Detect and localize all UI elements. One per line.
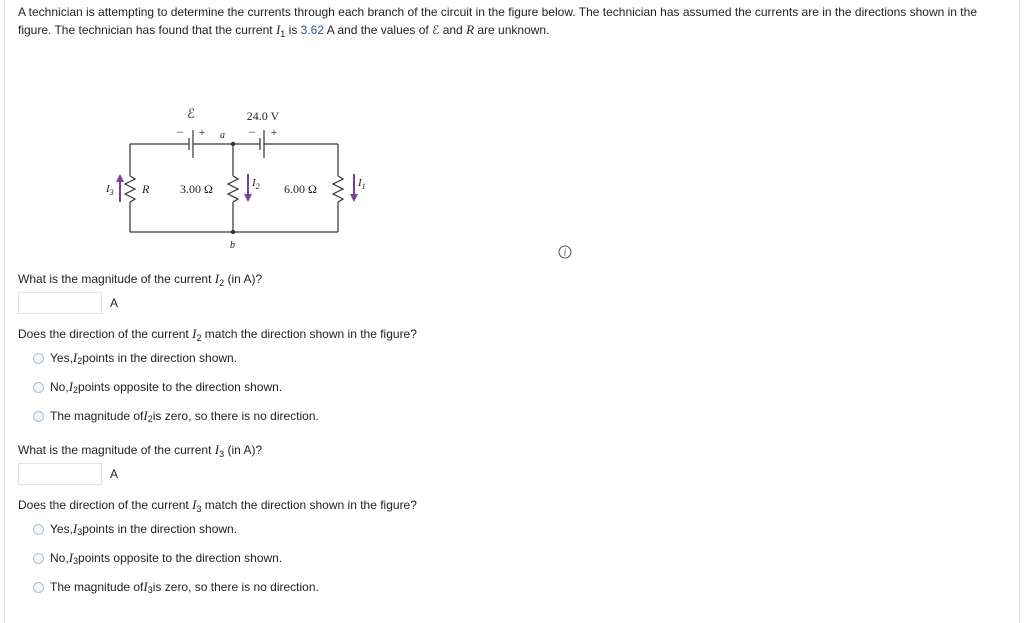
emf-minus: − [176, 125, 184, 139]
i2-label: $I_2$ [252, 177, 260, 191]
battery-plus: + [270, 125, 278, 139]
emf-plus: + [198, 125, 206, 139]
node-b-label: b [230, 240, 235, 251]
i3-no-radio[interactable] [33, 553, 44, 564]
i3-option-yes[interactable]: Yes, I 3 points in the direction shown. [33, 521, 237, 537]
i3-option-zero[interactable]: The magnitude of I 3 is zero, so there is no direction. [33, 579, 319, 595]
i2-zero-radio[interactable] [33, 411, 44, 422]
i2-option-no[interactable]: No, I 2 points opposite to the direction shown. [33, 379, 282, 395]
question-i2-magnitude: What is the magnitude of the current $I_2$ (in A)? [18, 271, 263, 288]
resistor-3-ohm [228, 176, 238, 202]
i2-magnitude-input[interactable] [18, 292, 102, 314]
resistor-6-ohm [333, 176, 343, 202]
resistor-r-label: R [142, 182, 150, 196]
i2-no-radio[interactable] [33, 382, 44, 393]
problem-statement [18, 4, 1008, 40]
intro-var-r: R [466, 22, 475, 37]
i2-yes-radio[interactable] [33, 353, 44, 364]
intro-text-3: A and the values of [324, 23, 433, 37]
question-i3-direction: Does the direction of the current $I_3$ match the direction shown in the figure? [18, 497, 417, 514]
resistor-6-label: 6.00 Ω [284, 182, 317, 196]
i3-unit-label: A [110, 467, 119, 481]
i2-unit-label: A [110, 296, 119, 310]
i3-zero-radio[interactable] [33, 582, 44, 593]
intro-text-4: and [439, 23, 467, 37]
i3-option-no[interactable]: No, I 3 points opposite to the direction shown. [33, 550, 282, 566]
i1-value: 3.62 [300, 23, 325, 37]
svg-text:i: i [563, 247, 567, 259]
question-i3-magnitude: What is the magnitude of the current $I_3$ (in A)? [18, 442, 263, 459]
battery-minus: − [248, 125, 256, 139]
i3-label: $I_3$ [106, 183, 114, 197]
i3-yes-radio[interactable] [33, 524, 44, 535]
node-a-dot [231, 142, 235, 146]
resistor-3-label: 3.00 Ω [180, 182, 213, 196]
circuit-figure [104, 98, 366, 258]
intro-sub-1: 1 [280, 29, 286, 39]
emf-label: ℰ [187, 106, 195, 121]
i3-magnitude-input[interactable] [18, 463, 102, 485]
question-i2-direction: Does the direction of the current $I_2$ match the direction shown in the figure? [18, 326, 417, 343]
info-icon[interactable] [558, 245, 572, 259]
intro-text-2: is [285, 23, 301, 37]
intro-var-i1: I [275, 22, 281, 37]
emf-symbol: ℰ [432, 23, 440, 37]
intro-text-5: are unknown. [474, 23, 550, 37]
i2-option-zero[interactable]: The magnitude of I 2 is zero, so there is no direction. [33, 408, 319, 424]
intro-text-1: A technician is attempting to determine the currents through each branch of the circuit in the figure below. The technician has assumed the currents are in the directions shown in the figure. The technician has found that the current [18, 5, 977, 37]
i2-option-yes[interactable]: Yes, I 2 points in the direction shown. [33, 350, 237, 366]
node-b-dot [231, 230, 235, 234]
node-a-label: a [220, 130, 225, 141]
voltage-label: 24.0 V [246, 109, 280, 123]
resistor-r [125, 176, 135, 202]
i1-label: $I_1$ [358, 177, 366, 191]
